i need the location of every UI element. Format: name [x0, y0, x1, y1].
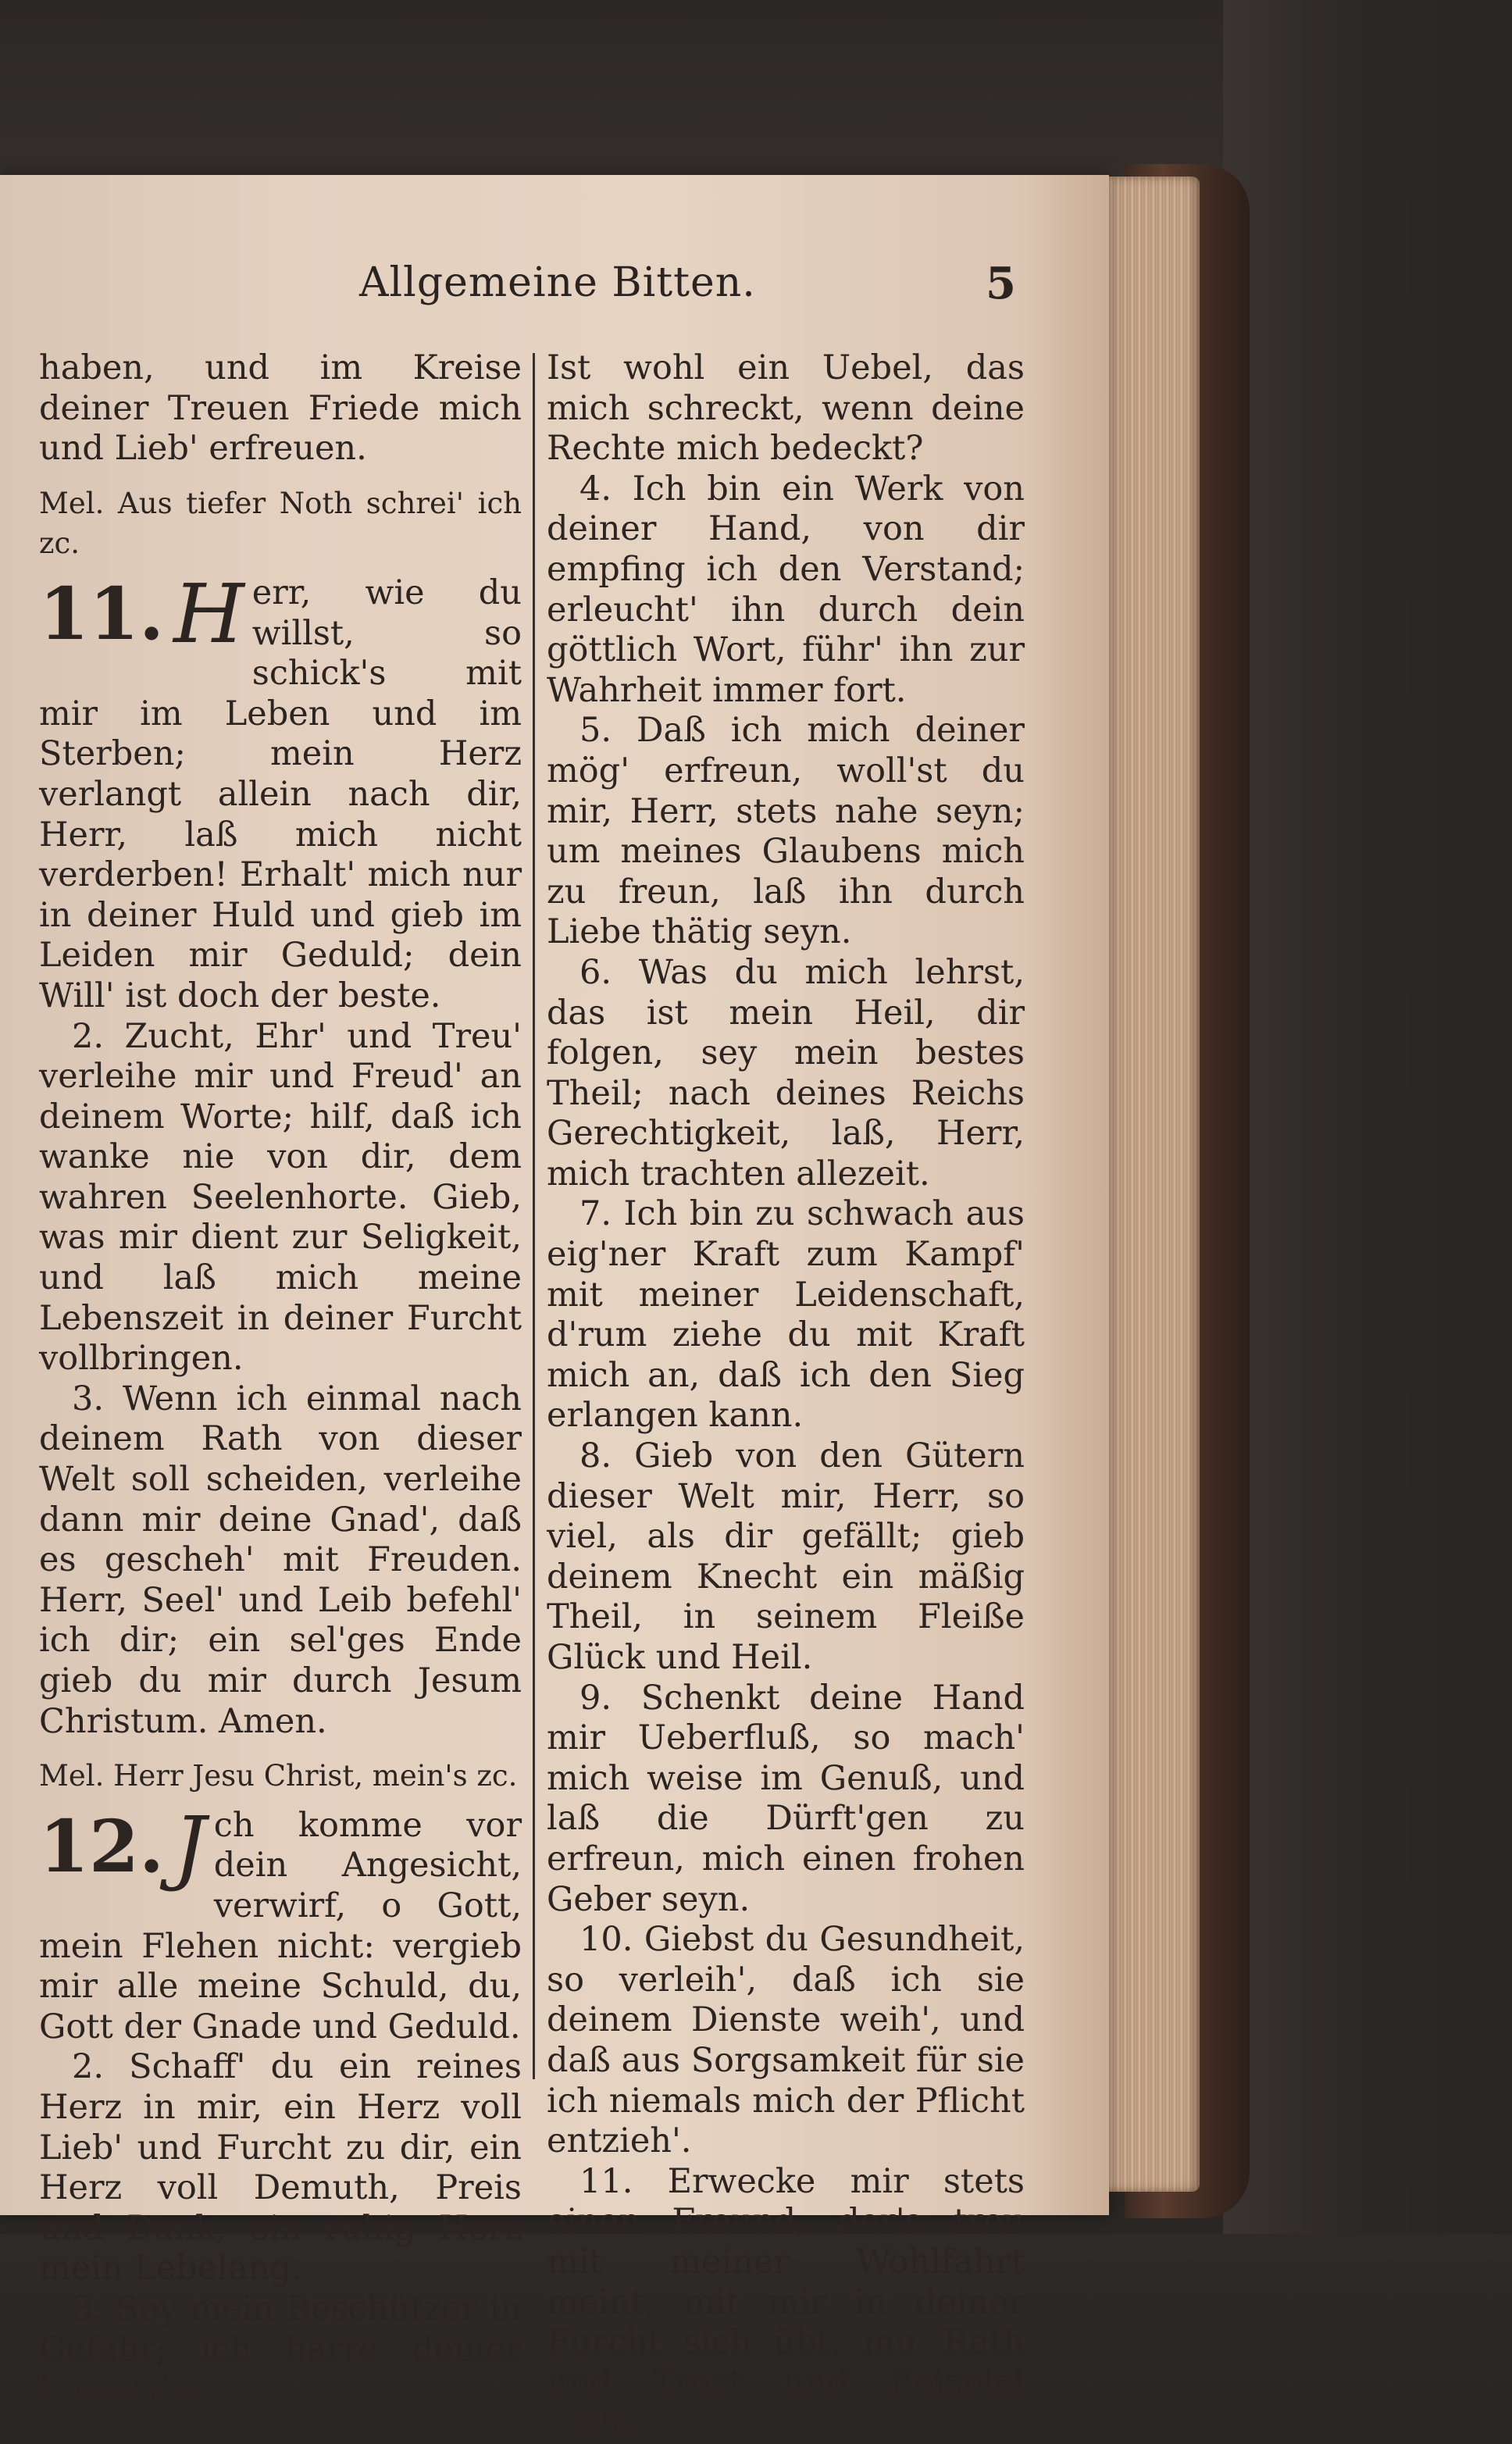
drop-cap: J — [173, 1798, 206, 1894]
background-right — [1223, 0, 1512, 2410]
continuation-text: haben, und im Kreise deiner Treuen Friede mich und Lieb' erfreuen. — [39, 348, 522, 469]
hymn-11-verse-1 — [39, 566, 522, 1017]
page-edges — [1100, 177, 1200, 2192]
verse-text: err, wie du willst, so schick's mit mir im Leben und im Sterben; mein Herz verlangt allein nach dir, Herr, laß mich nicht verderben! Erhalt' mich nur in deiner Huld und gieb im Leiden mir Geduld; dein Will' ist doch der beste. — [39, 573, 522, 1015]
column-divider — [533, 353, 535, 2079]
verse-5: 5. Daß ich mich deiner mög' erfreun, woll'st du mir, Herr, stets nahe seyn; um meines Glaubens mich zu freun, laß ihn durch Liebe thätig seyn. — [547, 711, 1025, 952]
verse-7: 7. Ich bin zu schwach aus eig'ner Kraft zum Kampf' mit meiner Leidenschaft, d'rum ziehe du mit Kraft mich an, daß ich den Sieg erlangen kann. — [547, 1194, 1025, 1436]
verse-9: 9. Schenkt deine Hand mir Ueberfluß, so mach' mich weise im Genuß, und laß die Dürft'gen zu erfreun, mich einen frohen Geber seyn. — [547, 1678, 1025, 1919]
left-column — [39, 348, 522, 2410]
hymn-11-verse-3: 3. Wenn ich einmal nach deinem Rath von dieser Welt soll scheiden, verleihe dann mir deine Gnad', daß es gescheh' mit Freuden. Herr, Seel' und Leib befehl' ich dir; ein sel'ges Ende gieb du mir durch Jesum Christum. Amen. — [39, 1379, 522, 1741]
drop-cap: H — [173, 566, 244, 662]
running-title: Allgemeine Bitten. — [359, 259, 756, 306]
verse-10: 10. Giebst du Gesundheit, so verleih', daß ich sie deinem Dienste weih', und daß aus Sorgsamkeit für sie ich niemals mich der Pflicht entzieh'. — [547, 1920, 1025, 2161]
verse-8: 8. Gieb von den Gütern dieser Welt mir, Herr, so viel, als dir gefällt; gieb deinem Knecht ein mäßig Theil, in seinem Fleiße Glück und Heil. — [547, 1436, 1025, 1677]
verse-11: 11. Erwecke mir stets einen Freund, der's treu mit meiner Wohlfahrt meint, mit mir in deiner Furcht sich übt, mir Rath und Trost und Beispiel giebt. — [547, 2161, 1025, 2443]
hymn-12-verse-1 — [39, 1798, 522, 2048]
right-column — [547, 348, 1025, 2444]
verse-4: 4. Ich bin ein Werk von deiner Hand, von dir empfing ich den Verstand; erleucht' ihn durch dein göttlich Wort, führ' ihn zur Wahrheit immer fort. — [547, 469, 1025, 710]
verse-text: ch komme vor dein Angesicht, verwirf, o Gott, mein Flehen nicht: vergieb mir alle meine Schuld, du, Gott der Gnade und Geduld. — [39, 1805, 522, 2046]
hymn-12-verse-2: 2. Schaff' du ein reines Herz in mir, ein Herz voll Lieb' und Furcht zu dir, ein Herz voll Demuth, Preis und Dank, ein ruhig Herz mein Lebelang. — [39, 2047, 522, 2289]
hymn-number: 12. — [39, 1804, 165, 1889]
melody-line: Mel. Aus tiefer Noth schrei' ich zc. — [39, 486, 522, 561]
hymn-11-verse-2: 2. Zucht, Ehr' und Treu' verleihe mir und Freud' an deinem Worte; hilf, daß ich wanke nie von dir, dem wahren Seelenhorte. Gieb, was mir dient zur Seligkeit, und laß mich meine Lebenszeit in deiner Furcht vollbringen. — [39, 1016, 522, 1379]
continuation-text: Ist wohl ein Uebel, das mich schreckt, wenn deine Rechte mich bedeckt? — [547, 348, 1025, 469]
hymn-number: 11. — [39, 571, 165, 656]
verse-6: 6. Was du mich lehrst, das ist mein Heil, dir folgen, sey mein bestes Theil; nach deines Reichs Gerechtigkeit, laß, Herr, mich trachten allezeit. — [547, 952, 1025, 1193]
melody-line: Mel. Herr Jesu Christ, mein's zc. — [39, 1759, 518, 1793]
hymn-12-verse-3: 3. Sey mein Beschützer in Gefahr; ich harre deiner immerdar. — [39, 2289, 522, 2410]
page-number: 5 — [986, 258, 1016, 309]
